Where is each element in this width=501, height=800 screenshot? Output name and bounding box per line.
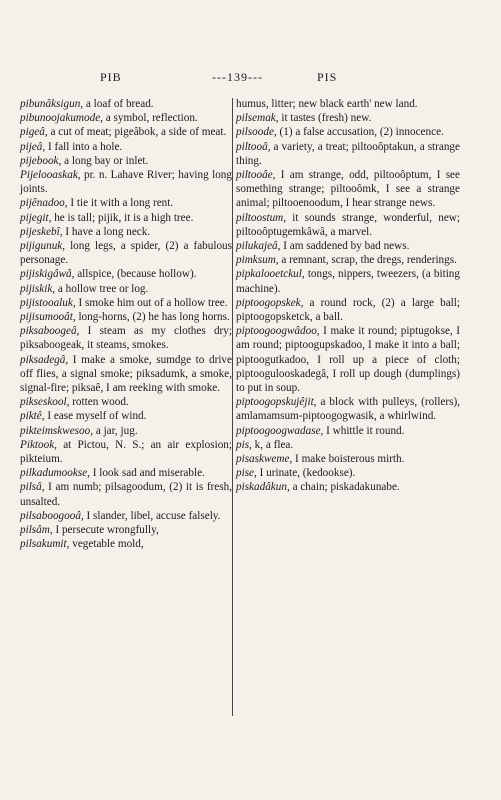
- dictionary-entry: [236, 296, 460, 324]
- dictionary-entry: [236, 253, 460, 267]
- entry-definition: I steam as my clothes dry; piksaboogeak, it steams, smokes.: [20, 325, 232, 352]
- entry-definition: a chain; piskadakunabe.: [289, 481, 400, 494]
- entry-headword: pijênadoo,: [20, 197, 68, 210]
- entry-definition: at Pictou, N. S.; an air explosion; pikteium.: [20, 438, 232, 466]
- dictionary-entry: [236, 466, 460, 480]
- entry-headword: Pijelooaskak,: [20, 169, 81, 182]
- dictionary-entry: [20, 196, 232, 210]
- entry-headword: pisaskweme,: [236, 453, 293, 466]
- dictionary-entry: [236, 267, 460, 295]
- dictionary-entry: [20, 466, 232, 480]
- entry-headword: pilsoode,: [236, 126, 277, 139]
- entry-definition: I tie it with a long rent.: [67, 197, 174, 210]
- header-left-guide-word: PIB: [100, 70, 122, 84]
- entry-definition: long legs, a spider, (2) a fabulous personage.: [20, 240, 232, 267]
- page-number: ---139---: [212, 70, 263, 84]
- entry-headword: pijebook,: [20, 154, 62, 167]
- dictionary-entry: [20, 310, 232, 324]
- dictionary-entry: [236, 424, 460, 438]
- dictionary-entry: [236, 480, 460, 494]
- dictionary-entry: [20, 282, 232, 296]
- entry-definition: it sounds strange, wonderful, new; piltooôptugemkâwâ, a marvel.: [236, 211, 460, 238]
- column-divider: [232, 98, 233, 716]
- dictionary-entry: [20, 225, 232, 239]
- entry-headword: pilsâm,: [20, 524, 53, 537]
- entry-definition: pr. n. Lahave River; having long joints.: [20, 169, 232, 196]
- dictionary-entry: [236, 125, 460, 139]
- dictionary-entry: [20, 409, 232, 423]
- entry-headword: pigeâ,: [20, 126, 48, 139]
- entry-headword: pikteimskwesoo,: [20, 424, 94, 437]
- entry-definition: I urinate, (kedookse).: [256, 467, 356, 480]
- entry-definition: I am numb; pilsagoodum, (2) it is fresh, unsalted.: [20, 481, 232, 508]
- entry-definition: I have a long neck.: [62, 225, 151, 238]
- dictionary-entry: [20, 424, 232, 438]
- entry-headword: piptoogopskek,: [236, 296, 304, 309]
- entry-definition: a cut of meat; pigeâbok, a side of meat.: [47, 126, 227, 139]
- entry-definition: a block with pulleys, (rollers), amlamamsum-piptoogogwasik, a whirlwind.: [236, 396, 460, 423]
- entry-headword: piksadegâ,: [20, 353, 69, 366]
- entry-headword: pilkadumookse,: [20, 467, 90, 480]
- entry-headword: piptoogoogwâdoo,: [236, 325, 320, 338]
- dictionary-entry: [236, 324, 460, 395]
- entry-headword: piltooâe,: [236, 169, 276, 182]
- entry-headword: pilsaboogooâ,: [20, 509, 84, 522]
- entry-definition: I look sad and miserable.: [89, 467, 205, 480]
- entry-headword: piptoogoogwadase,: [236, 424, 324, 437]
- dictionary-entry: [20, 211, 232, 225]
- entry-definition: I make a smoke, sumdge to drive off flies, a signal smoke; piksadumk, a smoke, signal-fire; piksaê, I am reeking with smoke.: [20, 353, 232, 395]
- dictionary-entry: [236, 97, 460, 111]
- dictionary-entry: [20, 97, 232, 111]
- entry-headword: pijisumooât,: [20, 311, 76, 324]
- entry-headword: pibunâksigun,: [20, 98, 84, 110]
- entry-definition: I am strange, odd, piltooôptum, I see something strange; piltooômk, I see a strange animal; piltooenoodum, I hear strange news.: [236, 169, 460, 210]
- entry-definition: vegetable mold,: [69, 538, 144, 551]
- entry-headword: pilsemak,: [236, 112, 279, 125]
- dictionary-entry: [20, 480, 232, 508]
- dictionary-entry: [20, 353, 232, 396]
- entry-definition: a variety, a treat; piltooôptakun, a strange thing.: [236, 140, 460, 167]
- entry-headword: piskadâkun,: [236, 481, 290, 494]
- entry-definition: I am saddened by bad news.: [280, 240, 410, 253]
- entry-headword: pibunoojakumode,: [20, 112, 103, 125]
- entry-definition: I whittle it round.: [323, 424, 405, 437]
- entry-headword: pipkalooetckul,: [236, 268, 305, 281]
- entry-headword: piltoostum,: [236, 211, 287, 224]
- entry-headword: pijistooaluk,: [20, 296, 76, 309]
- entry-headword: pimksum,: [236, 254, 279, 267]
- dictionary-entry: [20, 267, 232, 281]
- entry-definition: I smoke him out of a hollow tree.: [75, 296, 228, 309]
- dictionary-entry: [236, 140, 460, 168]
- entry-headword: piltooâ,: [236, 140, 271, 153]
- entry-definition: I slander, libel, accuse falsely.: [83, 509, 221, 522]
- entry-headword: pijeâ,: [20, 140, 46, 153]
- dictionary-entry: [20, 523, 232, 537]
- left-column: [20, 97, 232, 552]
- entry-definition: I make it round; piptugokse, I am round; piptoogupskadoo, I make it into a ball; piptoogutkadoo, I roll up a piece of cloth; piptoogulooskadegâ, I roll up dough (dumplings) to put in soup.: [236, 325, 460, 395]
- dictionary-entry: [20, 140, 232, 154]
- entry-definition: (1) a false accusation, (2) innocence.: [276, 126, 444, 139]
- dictionary-entry: [236, 111, 460, 125]
- entry-definition: tongs, nippers, tweezers, (a biting machine).: [236, 268, 460, 295]
- entry-headword: pilsâ,: [20, 481, 45, 494]
- dictionary-entry: [20, 438, 232, 466]
- entry-headword: pijigunuk,: [20, 240, 66, 253]
- entry-definition: a hollow tree or log.: [55, 282, 149, 295]
- header-right-guide-word: PIS: [317, 70, 338, 84]
- entry-definition: he is tall; pijik, it is a high tree.: [51, 211, 194, 224]
- entry-definition: a symbol, reflection.: [102, 112, 198, 125]
- entry-definition: k, a flea.: [251, 438, 294, 451]
- entry-headword: pijiskigâwâ,: [20, 268, 75, 281]
- entry-headword: pijegit,: [20, 211, 52, 224]
- entry-definition: humus, litter; new black earth' new land.: [236, 98, 418, 110]
- entry-definition: a jar, jug.: [93, 424, 138, 437]
- dictionary-entry: [20, 509, 232, 523]
- entry-definition: a long bay or inlet.: [61, 154, 149, 167]
- dictionary-entry: [236, 211, 460, 239]
- entry-definition: a round rock, (2) a large ball; piptoogopsketck, a ball.: [236, 296, 460, 324]
- dictionary-entry: [236, 168, 460, 211]
- dictionary-entry: [20, 395, 232, 409]
- dictionary-entry: [236, 395, 460, 423]
- dictionary-entry: [236, 452, 460, 466]
- dictionary-entry: [236, 239, 460, 253]
- entry-headword: piptoogopskujêjit,: [236, 396, 317, 409]
- entry-headword: piktê,: [20, 410, 45, 423]
- entry-definition: it tastes (fresh) new.: [278, 112, 372, 125]
- entry-headword: Piktook,: [20, 438, 57, 451]
- entry-definition: I persecute wrongfully,: [52, 524, 159, 537]
- entry-definition: a remnant, scrap, the dregs, renderings.: [278, 254, 457, 267]
- dictionary-entry: [20, 537, 232, 551]
- entry-headword: pis,: [236, 438, 252, 451]
- entry-definition: allspice, (because hollow).: [74, 268, 197, 281]
- entry-definition: I make boisterous mirth.: [292, 453, 405, 466]
- entry-headword: pilukajeâ,: [236, 240, 281, 253]
- entry-headword: pise,: [236, 467, 257, 480]
- entry-headword: pijeskebî,: [20, 225, 63, 238]
- entry-headword: pijiskik,: [20, 282, 56, 295]
- entry-headword: pilsakumit,: [20, 538, 70, 551]
- dictionary-entry: [20, 239, 232, 267]
- right-column: [236, 97, 460, 495]
- entry-definition: I fall into a hole.: [45, 140, 123, 153]
- entry-definition: I ease myself of wind.: [44, 410, 147, 423]
- dictionary-entry: [20, 296, 232, 310]
- dictionary-entry: [20, 125, 232, 139]
- entry-definition: a loaf of bread.: [83, 98, 154, 110]
- dictionary-entry: [20, 154, 232, 168]
- dictionary-entry: [20, 111, 232, 125]
- dictionary-entry: [20, 168, 232, 196]
- entry-headword: piksaboogeâ,: [20, 325, 80, 338]
- entry-headword: pikseskool,: [20, 396, 70, 409]
- dictionary-entry: [20, 324, 232, 352]
- entry-definition: rotten wood.: [69, 396, 129, 409]
- dictionary-entry: [236, 438, 460, 452]
- entry-definition: long-horns, (2) he has long horns.: [75, 311, 230, 324]
